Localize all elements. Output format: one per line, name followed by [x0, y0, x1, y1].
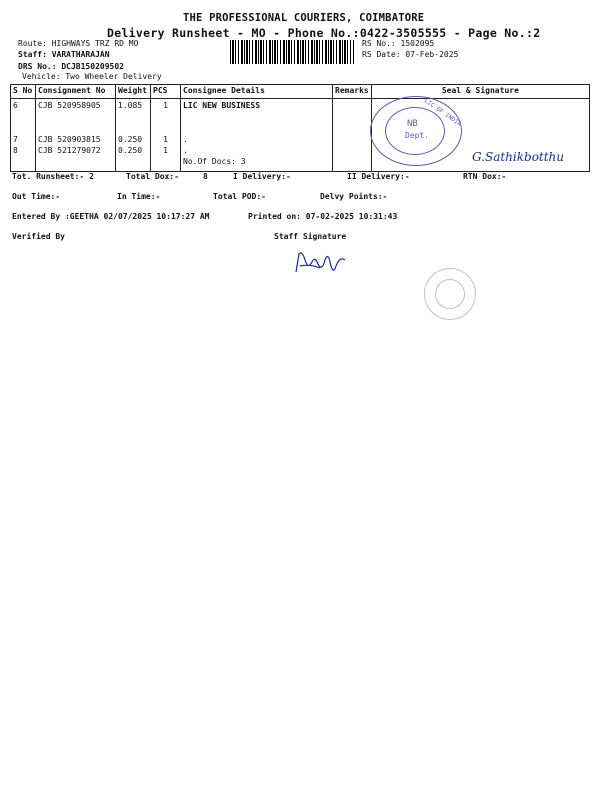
barcode-image	[230, 40, 354, 64]
total-dox-value: 8	[203, 172, 208, 181]
weight-value: 0.250	[118, 135, 143, 144]
total-pod: Total POD:-	[213, 192, 266, 201]
sno-value: 8	[13, 146, 18, 155]
total-dox-label: Total Dox:-	[126, 172, 179, 181]
no-of-docs: No.Of Docs: 3	[183, 157, 246, 166]
consignment-value: CJB 521279072	[38, 146, 101, 155]
seal-ring-text: LIC OF INDIA	[422, 97, 463, 128]
consignee-value: .	[183, 146, 188, 155]
rs-no-text: RS No.: 1502095	[362, 39, 435, 48]
staff-signature-mark	[290, 248, 360, 282]
entered-by: Entered By :GEETHA 02/07/2025 10:17:27 AM	[12, 212, 210, 221]
weight-cell	[116, 99, 151, 172]
recipient-signature: G.Sathikbotthu	[472, 150, 565, 164]
rtn-dox: RTN Dox:-	[463, 172, 507, 181]
weight-value: 1.085	[118, 101, 143, 110]
sno-value: 6	[13, 101, 18, 110]
col-header: Weight	[116, 85, 151, 99]
in-time: In Time:-	[117, 192, 161, 201]
i-delivery: I Delivery:-	[233, 172, 291, 181]
remarks-cell	[333, 99, 372, 172]
col-header: Consignee Details	[181, 85, 333, 99]
consignment-value: CJB 520903815	[38, 135, 101, 144]
sno-value: 7	[13, 135, 18, 144]
col-header: Consignment No	[36, 85, 116, 99]
col-header: Remarks	[333, 85, 372, 99]
staff-signature-label: Staff Signature	[274, 232, 347, 241]
staff-text: Staff: VARATHARAJAN	[18, 50, 110, 59]
lic-seal-stamp	[370, 96, 462, 166]
seal-nb-text: NB	[407, 119, 418, 129]
consignment-cell	[36, 99, 116, 172]
seal-dept-text: Dept.	[405, 131, 430, 140]
pcs-cell	[151, 99, 181, 172]
faint-seal-stamp	[424, 268, 476, 320]
pcs-value: 1	[163, 135, 168, 144]
col-header: S No	[11, 85, 36, 99]
consignee-value: .	[183, 135, 188, 144]
table-header-row	[11, 85, 590, 99]
col-header: Seal & Signature	[371, 85, 589, 99]
runsheet-title: Delivery Runsheet - MO - Phone No.:0422-3505555 - Page No.:2	[107, 26, 541, 40]
consignment-value: CJB 520958905	[38, 101, 101, 110]
tot-runsheet: Tot. Runsheet:- 2	[12, 172, 94, 181]
company-title: THE PROFESSIONAL COURIERS, COIMBATORE	[183, 12, 425, 24]
pcs-value: 1	[163, 146, 168, 155]
sno-cell	[11, 99, 36, 172]
pcs-value: 1	[163, 101, 168, 110]
ii-delivery: II Delivery:-	[347, 172, 410, 181]
rs-date-text: RS Date: 07-Feb-2025	[362, 50, 459, 59]
delvy-points: Delvy Points:-	[320, 192, 388, 201]
col-header: PCS	[151, 85, 181, 99]
out-time: Out Time:-	[12, 192, 61, 201]
consignee-value: LIC NEW BUSINESS	[183, 101, 261, 110]
verified-by: Verified By	[12, 232, 65, 241]
drs-text: DRS No.: DCJB150209502	[18, 62, 124, 71]
consignee-cell	[181, 99, 333, 172]
route-text: Route: HIGHWAYS TRZ RD MO	[18, 39, 139, 48]
printed-on: Printed on: 07-02-2025 10:31:43	[248, 212, 398, 221]
weight-value: 0.250	[118, 146, 143, 155]
vehicle-text: Vehicle: Two Wheeler Delivery	[22, 72, 162, 81]
